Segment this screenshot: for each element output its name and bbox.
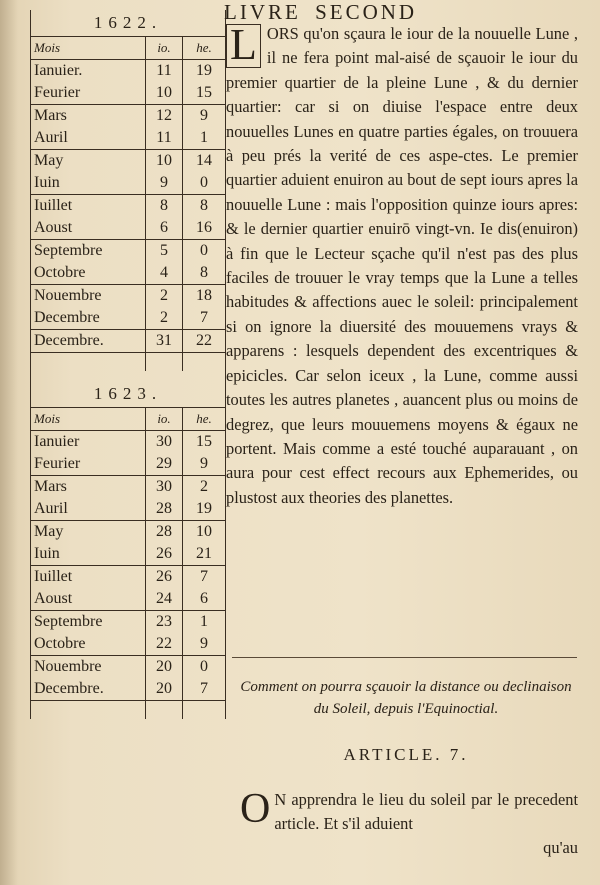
- cell-hour: 8: [183, 195, 226, 218]
- cell-month: Decembre.: [31, 678, 146, 701]
- cell-hour: 7: [183, 307, 226, 330]
- cell-hour: 9: [183, 453, 226, 476]
- cell-hour: 7: [183, 566, 226, 589]
- cell-num: 26: [146, 566, 183, 589]
- cell-month: Iuin: [31, 172, 146, 195]
- cell-month: Feurier: [31, 453, 146, 476]
- cell-month: May: [31, 150, 146, 173]
- table-row: [31, 431, 226, 454]
- cell-hour: 15: [183, 82, 226, 105]
- cell-num: 20: [146, 678, 183, 701]
- moon-tables: [30, 10, 226, 719]
- cell-month: Octobre: [31, 262, 146, 285]
- table-row: [31, 262, 226, 285]
- cell-num: 5: [146, 240, 183, 263]
- cell-hour: 10: [183, 521, 226, 544]
- cell-hour: 8: [183, 262, 226, 285]
- table-row: [31, 195, 226, 218]
- cell-hour: 16: [183, 217, 226, 240]
- table-row: [31, 60, 226, 83]
- table-year: 1623.: [30, 381, 226, 407]
- cell-num: 12: [146, 105, 183, 128]
- cell-month: Feurier: [31, 82, 146, 105]
- table-row: [31, 307, 226, 330]
- table-year: 1622.: [30, 10, 226, 36]
- cell-hour: 2: [183, 476, 226, 499]
- table-header-month: Mois: [31, 408, 146, 431]
- cell-num: 10: [146, 150, 183, 173]
- cell-hour: 1: [183, 611, 226, 634]
- cell-hour: 0: [183, 172, 226, 195]
- cell-month: Ianuier: [31, 431, 146, 454]
- table-row: [31, 678, 226, 701]
- cell-month: Decembre: [31, 307, 146, 330]
- table-row: [31, 127, 226, 150]
- table-row: [31, 611, 226, 634]
- table-row: [31, 105, 226, 128]
- table-row: [31, 217, 226, 240]
- moon-table: [30, 36, 226, 371]
- table-row: [31, 240, 226, 263]
- cell-num: 2: [146, 285, 183, 308]
- cell-num: 22: [146, 633, 183, 656]
- article-paragraph: [240, 788, 578, 860]
- cell-month: Iuillet: [31, 566, 146, 589]
- cell-month: May: [31, 521, 146, 544]
- catchword: qu'au: [543, 838, 578, 857]
- table-row: [31, 566, 226, 589]
- table-row: [31, 588, 226, 611]
- cell-num: 8: [146, 195, 183, 218]
- cell-num: 9: [146, 172, 183, 195]
- cell-num: 24: [146, 588, 183, 611]
- cell-num: 11: [146, 127, 183, 150]
- cell-month: Mars: [31, 105, 146, 128]
- drop-cap: L: [226, 24, 261, 68]
- cell-num: 26: [146, 543, 183, 566]
- cell-hour: 19: [183, 498, 226, 521]
- cell-num: 10: [146, 82, 183, 105]
- cell-num: 11: [146, 60, 183, 83]
- table-row: [31, 633, 226, 656]
- table-row: [31, 172, 226, 195]
- page-gutter-shadow: [0, 0, 18, 885]
- table-row: [31, 150, 226, 173]
- cell-hour: 21: [183, 543, 226, 566]
- cell-num: 4: [146, 262, 183, 285]
- cell-hour: 1: [183, 127, 226, 150]
- cell-hour: 6: [183, 588, 226, 611]
- cell-month: Ianuier.: [31, 60, 146, 83]
- table-row: [31, 330, 226, 353]
- cell-hour: 22: [183, 330, 226, 353]
- cell-num: 6: [146, 217, 183, 240]
- cell-hour: 0: [183, 240, 226, 263]
- table-blank-row: [31, 353, 226, 372]
- running-head-left: LIVRE: [224, 0, 301, 24]
- table-row: [31, 521, 226, 544]
- cell-month: Iuillet: [31, 195, 146, 218]
- table-row: [31, 82, 226, 105]
- cell-num: 31: [146, 330, 183, 353]
- cell-month: Aoust: [31, 217, 146, 240]
- cell-hour: 9: [183, 105, 226, 128]
- table-blank-row: [31, 701, 226, 720]
- cell-hour: 9: [183, 633, 226, 656]
- cell-num: 28: [146, 498, 183, 521]
- cell-month: Iuin: [31, 543, 146, 566]
- cell-num: 30: [146, 431, 183, 454]
- running-head-right: SECOND: [315, 0, 418, 24]
- cell-num: 30: [146, 476, 183, 499]
- cell-month: Nouembre: [31, 656, 146, 679]
- table-header-hour: he.: [183, 37, 226, 60]
- cell-num: 20: [146, 656, 183, 679]
- table-header-month: Mois: [31, 37, 146, 60]
- cell-num: 29: [146, 453, 183, 476]
- cell-hour: 15: [183, 431, 226, 454]
- cell-num: 28: [146, 521, 183, 544]
- cell-num: 23: [146, 611, 183, 634]
- cell-month: Auril: [31, 127, 146, 150]
- table-row: [31, 656, 226, 679]
- table-row: [31, 453, 226, 476]
- cell-month: Auril: [31, 498, 146, 521]
- article-text: N apprendra le lieu du soleil par le precedent article. Et s'il aduient: [274, 790, 578, 833]
- drop-cap-article: O: [240, 786, 271, 832]
- cell-hour: 7: [183, 678, 226, 701]
- cell-month: Nouembre: [31, 285, 146, 308]
- body-paragraph: [226, 22, 578, 510]
- cell-hour: 18: [183, 285, 226, 308]
- cell-month: Decembre.: [31, 330, 146, 353]
- table-gap: [30, 371, 226, 381]
- cell-hour: 14: [183, 150, 226, 173]
- cell-hour: 0: [183, 656, 226, 679]
- section-heading: Comment on pourra sçauoir la distance ou declinaison du Soleil, depuis l'Equinoctial.: [240, 679, 572, 717]
- table-row: [31, 498, 226, 521]
- table-row: [31, 476, 226, 499]
- table-header-num: io.: [146, 37, 183, 60]
- cell-month: Aoust: [31, 588, 146, 611]
- table-row: [31, 543, 226, 566]
- divider-rule: [232, 657, 577, 658]
- moon-table: [30, 407, 226, 719]
- cell-month: Mars: [31, 476, 146, 499]
- body-text: ORS qu'on sçaura le iour de la nouuelle Lune , il ne fera point mal-aisé de sçauoir le iour du premier quartier de la pleine Lune , & du dernier quartier: car si on diuise l'espace entre deux nouuelles Lunes en quatre parties égales, on trouuera à peu prés la verité de ces aspe-ctes. Le premier quartier aduient enuiron au bout de sept iours apres la nouuelle Lune : mais l'opposition quinze iours apres: & le dernier quartier enuirō vingt-vn. Ie dis(enuiron) à fin que le Lecteur sçache qu'il n'est pas des plus faciles de trouuer le vray temps que la Lune a telles habitudes & affections auec le soleil: principalement si on ignore la diuersité des mouuemens vrays & apparens : lesquels dependent des excentriques & epicicles. Car selon iceux , la Lune, comme aussi toutes les autres planetes , auancent plus ou moins de degrez, que leurs mouuemens moyens & égaux ne portent. Mais comme a esté touché auparauant , on aura pour cest effect recours aux Ephemerides, ou plustost aux theories des planettes.: [226, 24, 578, 507]
- article-title: ARTICLE. 7.: [343, 745, 469, 764]
- cell-num: 2: [146, 307, 183, 330]
- table-row: [31, 285, 226, 308]
- table-header-num: io.: [146, 408, 183, 431]
- cell-hour: 19: [183, 60, 226, 83]
- cell-month: Septembre: [31, 611, 146, 634]
- cell-month: Octobre: [31, 633, 146, 656]
- cell-month: Septembre: [31, 240, 146, 263]
- table-header-hour: he.: [183, 408, 226, 431]
